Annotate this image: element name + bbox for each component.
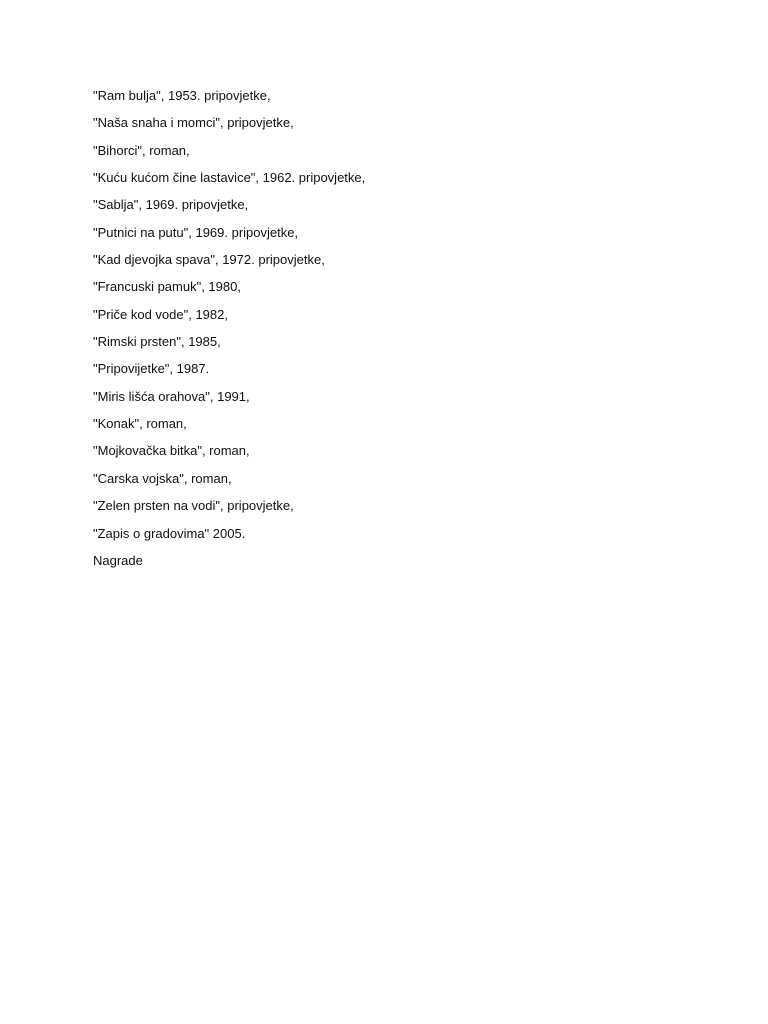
list-item: "Putnici na putu", 1969. pripovjetke,	[93, 224, 299, 240]
works-list	[93, 86, 693, 578]
list-item: "Zapis o gradovima" 2005.	[93, 525, 246, 541]
list-item: "Rimski prsten", 1985,	[93, 334, 221, 350]
list-item: "Konak", roman,	[93, 416, 187, 432]
list-item: "Pripovijetke", 1987.	[93, 361, 210, 377]
list-item: "Bihorci", roman,	[93, 142, 190, 158]
list-item: "Ram bulja", 1953. pripovjetke,	[93, 88, 271, 103]
list-item: "Francuski pamuk", 1980,	[93, 279, 241, 295]
section-heading-nagrade: Nagrade	[93, 552, 143, 568]
list-item: "Sablja", 1969. pripovjetke,	[93, 197, 249, 213]
list-item: "Naša snaha i momci", pripovjetke,	[93, 115, 294, 131]
list-item: "Kad djevojka spava", 1972. pripovjetke,	[93, 252, 325, 268]
list-item: "Zelen prsten na vodi", pripovjetke,	[93, 498, 294, 514]
list-item: "Kuću kućom čine lastavice", 1962. pripovjetke,	[93, 170, 366, 186]
list-item: "Priče kod vode", 1982,	[93, 306, 228, 322]
list-item: "Carska vojska", roman,	[93, 470, 232, 486]
list-item: "Mojkovačka bitka", roman,	[93, 443, 250, 459]
list-item: "Miris lišća orahova", 1991,	[93, 388, 250, 404]
